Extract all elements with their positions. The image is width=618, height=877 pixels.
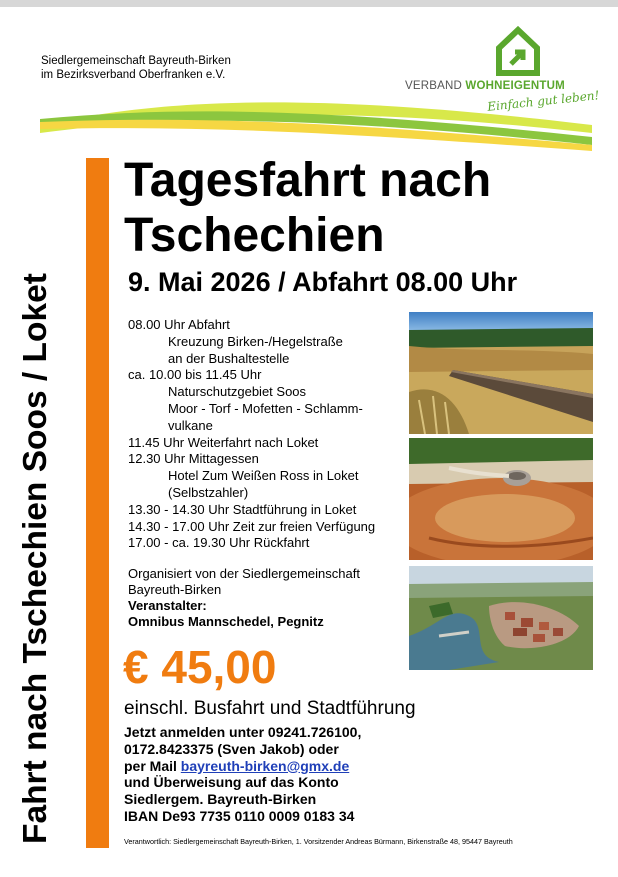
organizer-name: Omnibus Mannschedel, Pegnitz <box>128 614 324 629</box>
page-title <box>124 153 491 263</box>
contact-line-5: Siedlergem. Bayreuth-Birken <box>124 791 317 808</box>
org-association: im Bezirksverband Oberfranken e.V. <box>41 69 226 81</box>
schedule-line: an der Bushaltestelle <box>168 350 290 366</box>
schedule-line: 17.00 - ca. 19.30 Uhr Rückfahrt <box>128 535 310 551</box>
organizer-line-2: Bayreuth-Birken <box>128 582 222 597</box>
contact-line-2: 0172.8423375 (Sven Jakob) oder <box>124 740 339 757</box>
decorative-swoosh <box>40 95 592 155</box>
org-name: Siedlergemeinschaft Bayreuth-Birken <box>41 55 231 67</box>
schedule-line: 14.30 - 17.00 Uhr Zeit zur freien Verfügung <box>128 518 376 534</box>
contact-block <box>124 724 361 825</box>
organization-header <box>41 54 231 82</box>
schedule-line: ca. 10.00 bis 11.45 Uhr <box>128 367 262 383</box>
top-band <box>0 0 618 7</box>
logo-wordmark: VERBAND WOHNEIGENTUM <box>405 80 565 92</box>
schedule-line: vulkane <box>168 417 213 433</box>
contact-line-4: und Überweisung auf das Konto <box>124 774 339 791</box>
logo-slogan: Einfach gut leben! <box>486 88 600 114</box>
title-line-1: Tagesfahrt nach <box>124 154 492 207</box>
price-includes: einschl. Busfahrt und Stadtführung <box>124 698 416 719</box>
schedule-line: 08.00 Uhr Abfahrt <box>128 317 230 332</box>
orange-accent-bar <box>86 158 109 848</box>
schedule-line: (Selbstzahler) <box>168 484 249 500</box>
schedule-line: Kreuzung Birken-/Hegelstraße <box>168 333 343 349</box>
photo-loket-aerial <box>409 566 593 670</box>
schedule-line: 11.45 Uhr Weiterfahrt nach Loket <box>128 434 319 450</box>
organizer-label: Veranstalter: <box>128 598 207 613</box>
photo-soos-boardwalk <box>409 312 593 434</box>
schedule-line: 12.30 Uhr Mittagessen <box>128 451 259 467</box>
price: € 45,00 <box>123 641 277 693</box>
email-link[interactable]: bayreuth-birken@gmx.de <box>180 757 350 774</box>
schedule-line: Hotel Zum Weißen Ross in Loket <box>168 468 359 484</box>
iban: IBAN De93 7735 0110 0009 0183 34 <box>124 807 355 824</box>
date-departure: 9. Mai 2026 / Abfahrt 08.00 Uhr <box>128 267 518 297</box>
contact-line-3: per Mail bayreuth-birken@gmx.de <box>124 757 350 774</box>
contact-line-1: Jetzt anmelden unter 09241.726100, <box>124 724 362 740</box>
photo-soos-spring <box>409 438 593 560</box>
house-icon <box>495 26 541 76</box>
title-line-2: Tschechien <box>124 209 385 262</box>
schedule-line: Moor - Torf - Mofetten - Schlamm- <box>168 400 363 416</box>
schedule-line: 13.30 - 14.30 Uhr Stadtführung in Loket <box>128 501 357 517</box>
footer-imprint: Verantwortlich: Siedlergemeinschaft Bayreuth-Birken, 1. Vorsitzender Andreas Bürmann, Birkenstraße 48, 95447 Bayreuth <box>124 837 513 846</box>
schedule-line: Naturschutzgebiet Soos <box>168 384 307 400</box>
organizer-block <box>128 566 408 630</box>
schedule-list <box>128 317 418 552</box>
organizer-line-1: Organisiert von der Siedlergemeinschaft <box>128 566 360 581</box>
vertical-title: Fahrt nach Tschechien Soos / Loket <box>17 273 54 844</box>
